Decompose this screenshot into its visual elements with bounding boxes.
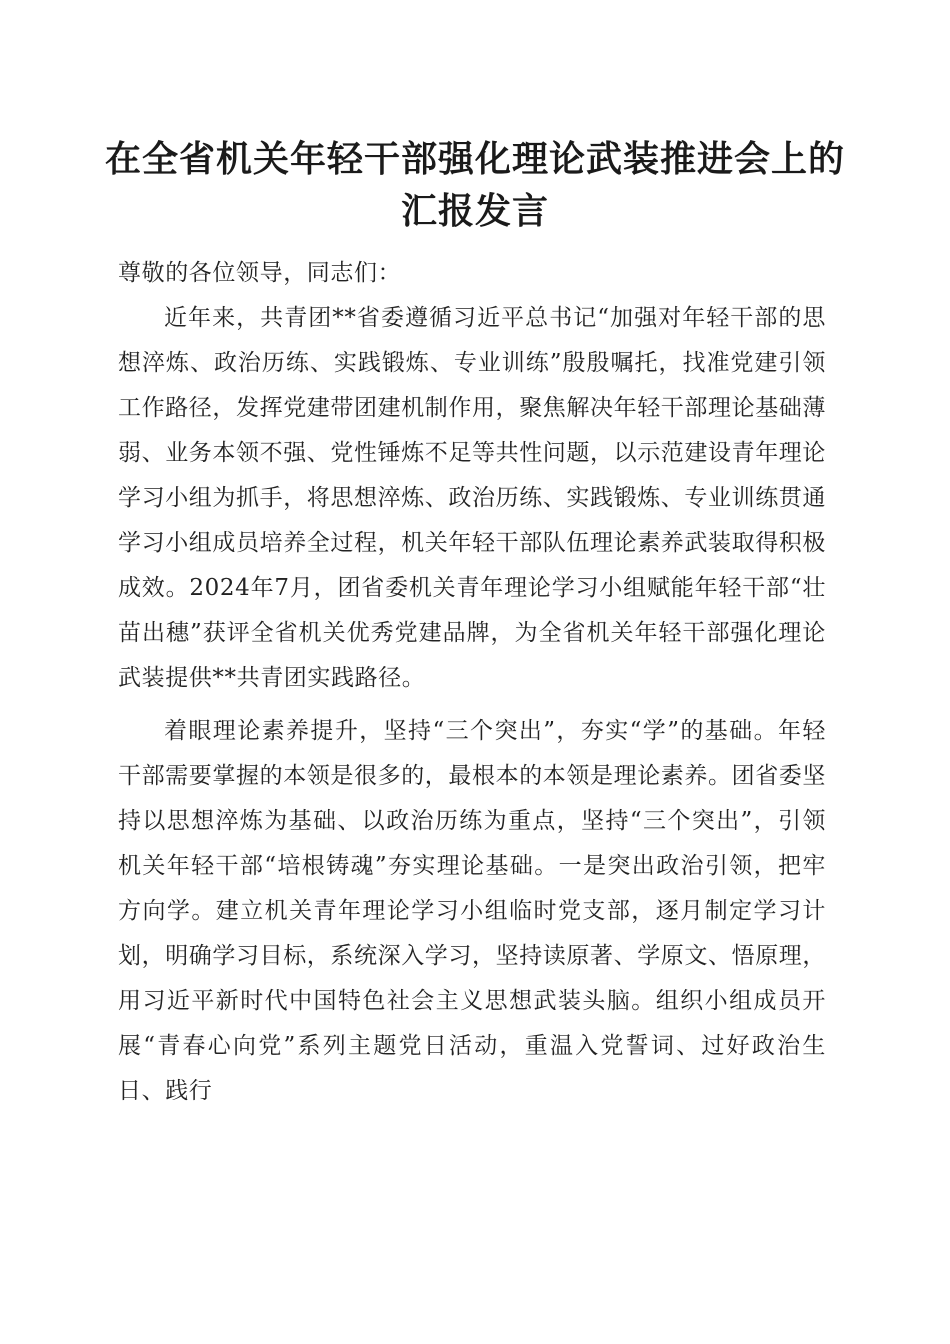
salutation: 尊敬的各位领导，同志们： [118, 260, 402, 286]
title-line-2: 汇报发言 [400, 190, 549, 232]
paragraph-1: 近年来，共青团**省委遵循习近平总书记“加强对年轻干部的思想淬炼、政治历练、实践锻炼、专业训练”殷殷嘱托，找准党建引领工作路径，发挥党建带团建机制作用，聚焦解决年轻干部理论基础薄弱、业务本领不强、党性锤炼不足等共性问题，以示范建设青年理论学习小组为抓手，将思想淬炼、政治历练、实践锻炼、专业训练贯通学习小组成员培养全过程，机关年轻干部队伍理论素养武装取得积极成效。2024年7月，团省委机关青年理论学习小组赋能年轻干部“壮苗出穗”获评全省机关优秀党建品牌，为全省机关年轻干部强化理论武装提供**共青团实践路径。 [118, 305, 826, 691]
document-title [100, 133, 850, 237]
title-line-1: 在全省机关年轻干部强化理论武装推进会上的 [104, 138, 845, 180]
paragraph-2: 着眼理论素养提升，坚持“三个突出”，夯实“学”的基础。年轻干部需要掌握的本领是很多的，最根本的本领是理论素养。团省委坚持以思想淬炼为基础、以政治历练为重点，坚持“三个突出”，引领机关年轻干部“培根铸魂”夯实理论基础。一是突出政治引领，把牢方向学。建立机关青年理论学习小组临时党支部，逐月制定学习计划，明确学习目标，系统深入学习，坚持读原著、学原文、悟原理，用习近平新时代中国特色社会主义思想武装头脑。组织小组成员开展“青春心向党”系列主题党日活动，重温入党誓词、过好政治生日、践行 [118, 718, 826, 1104]
document-body [118, 251, 826, 1114]
